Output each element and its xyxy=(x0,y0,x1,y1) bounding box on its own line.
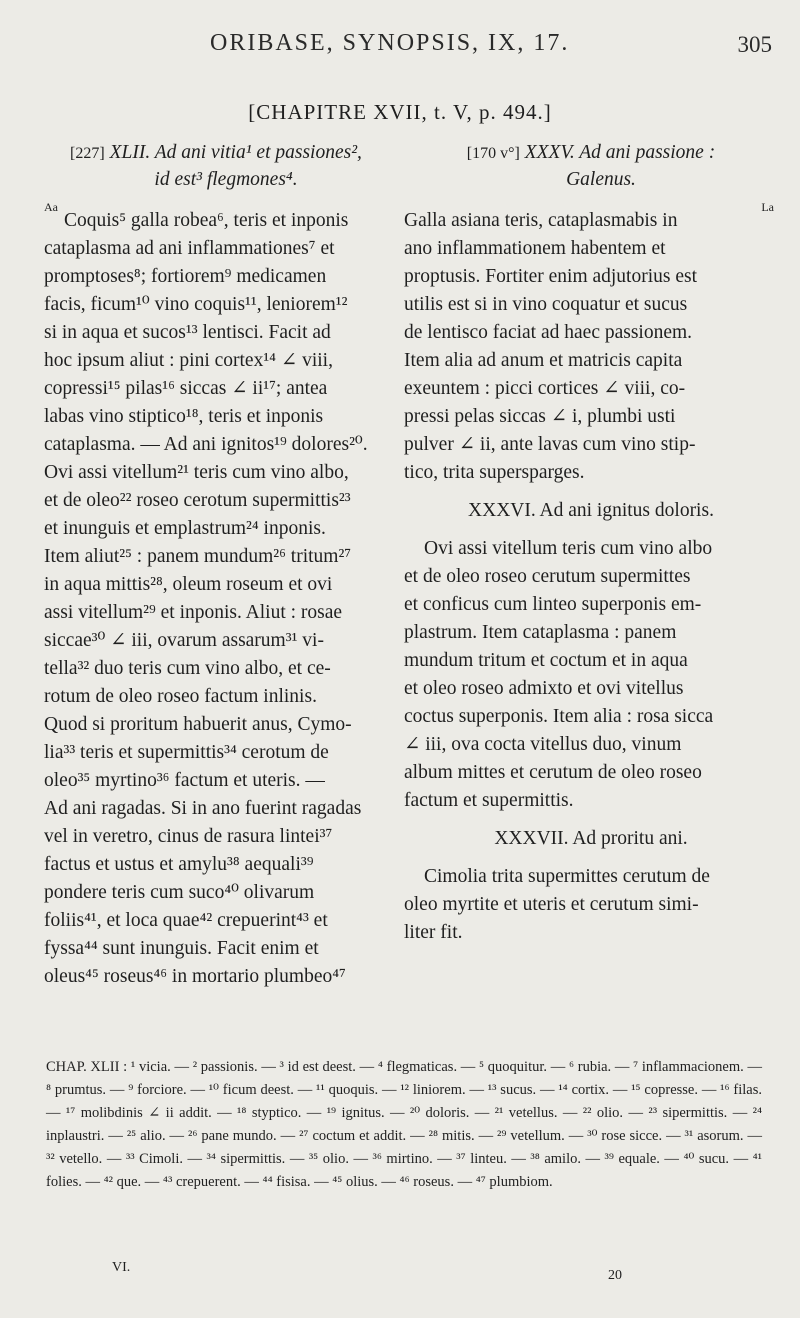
text-line: Cimolia trita supermittes cerutum de xyxy=(424,866,710,887)
text-line: labas vino stiptico¹⁸, teris et inponis xyxy=(44,406,324,427)
text-line: siccae³⁰ ∠ iii, ovarum assarum³¹ vi- xyxy=(44,630,324,651)
text-line: fyssa⁴⁴ sunt inunguis. Facit enim et xyxy=(44,938,319,959)
chapter-reference: [CHAPITRE XVII, t. V, p. 494.] xyxy=(248,100,552,124)
left-body xyxy=(44,207,388,991)
text-line: rotum de oleo roseo factum inlinis. xyxy=(44,686,317,707)
right-heading-line2: Galenus. xyxy=(566,169,636,190)
text-line: ano inflammationem habentem et xyxy=(404,238,666,259)
text-line: vel in veretro, cinus de rasura lintei³⁷ xyxy=(44,826,333,847)
text-line: album mittes et cerutum de oleo roseo xyxy=(404,762,702,783)
text-line: in aqua mittis²⁸, oleum roseum et ovi xyxy=(44,574,333,595)
text-line: lia³³ teris et supermittis³⁴ cerotum de xyxy=(44,742,329,763)
running-title: ORIBASE, SYNOPSIS, IX, 17. xyxy=(210,30,570,56)
section-37-heading: XXXVII. Ad proritu ani. xyxy=(494,828,688,849)
text-line: Ovi assi vitellum teris cum vino albo xyxy=(424,538,713,559)
text-line: tella³² duo teris cum vino albo, et ce- xyxy=(44,658,331,679)
text-line: plastrum. Item cataplasma : panem xyxy=(404,622,677,643)
text-line: utilis est si in vino coquatur et sucus xyxy=(404,294,688,315)
text-line: Quod si proritum habuerit anus, Cymo- xyxy=(44,714,352,735)
text-line: pulver ∠ ii, ante lavas cum vino stip- xyxy=(404,434,696,455)
text-line: oleo³⁵ myrtino³⁶ factum et uteris. — xyxy=(44,770,325,791)
text-line: et inunguis et emplastrum²⁴ inponis. xyxy=(44,518,326,539)
section-36-heading: XXXVI. Ad ani ignitus doloris. xyxy=(468,500,714,521)
right-folio-marker: [170 v°] xyxy=(466,145,520,162)
left-heading-line1: XLII. Ad ani vitia¹ et passiones², xyxy=(109,142,362,163)
running-head xyxy=(0,28,800,68)
text-line: exeuntem : picci cortices ∠ viii, co- xyxy=(404,378,686,399)
right-section-heading xyxy=(404,140,778,193)
text-line: et de oleo²² roseo cerotum supermittis²³ xyxy=(44,490,351,511)
left-side-letters: Aa xyxy=(44,200,58,214)
text-line: cataplasma. — Ad ani ignitos¹⁹ dolores²⁰. xyxy=(44,434,368,455)
text-line: factus et ustus et amylu³⁸ aequali³⁹ xyxy=(44,854,314,875)
text-line: Ad ani ragadas. Si in ano fuerint ragadas xyxy=(44,798,362,819)
text-line: pressi pelas siccas ∠ i, plumbi usti xyxy=(404,406,676,427)
text-line: oleus⁴⁵ roseus⁴⁶ in mortario plumbeo⁴⁷ xyxy=(44,966,346,987)
text-line: mundum tritum et coctum et in aqua xyxy=(404,650,688,671)
right-column xyxy=(404,140,778,947)
text-line: et conficus cum linteo superponis em- xyxy=(404,594,702,615)
left-folio-marker: [227] xyxy=(70,145,105,162)
signature-mark-right: 20 xyxy=(608,1268,622,1283)
text-line: de lentisco faciat ad haec passionem. xyxy=(404,322,693,343)
right-heading-line1: XXXV. Ad ani passione : xyxy=(524,142,716,163)
left-column xyxy=(44,140,388,991)
page-number: 305 xyxy=(737,32,772,57)
text-line: ∠ iii, ova cocta vitellus duo, vinum xyxy=(404,734,682,755)
right-body-37 xyxy=(404,863,778,947)
text-line: Ovi assi vitellum²¹ teris cum vino albo, xyxy=(44,462,349,483)
text-line: assi vitellum²⁹ et inponis. Aliut : rosae xyxy=(44,602,343,623)
text-line: Item aliut²⁵ : panem mundum²⁶ tritum²⁷ xyxy=(44,546,352,567)
text-line: Coquis⁵ galla robea⁶, teris et inponis xyxy=(64,210,349,231)
signature-mark-left: VI. xyxy=(112,1260,131,1275)
left-heading-line2: id est³ flegmones⁴. xyxy=(154,169,298,190)
right-body-35 xyxy=(404,207,778,487)
text-line: facis, ficum¹⁰ vino coquis¹¹, leniorem¹² xyxy=(44,294,348,315)
text-line: et oleo roseo admixto et ovi vitellus xyxy=(404,678,684,699)
text-line: Galla asiana teris, cataplasmabis in xyxy=(404,210,678,231)
right-side-letters: La xyxy=(761,200,774,214)
text-line: proptusis. Fortiter enim adjutorius est xyxy=(404,266,698,287)
footnotes: CHAP. XLII : ¹ vicia. — ² passionis. — ³ id est deest. — ⁴ flegmaticas. — ⁵ quoquitur. — ⁶ rubia. — ⁷ inflammacionem. — ⁸ prumtus. — ⁹ forciore. — ¹⁰ ficum deest. — ¹¹ quoquis. — ¹² liniorem. — ¹³ sucus. — ¹⁴ cortix. — ¹⁵ copresse. — ¹⁶ filas. — ¹⁷ molibdinis ∠ ii addit. — ¹⁸ styptico. — ¹⁹ ignitus. — ²⁰ doloris. — ²¹ vetellus. — ²² olio. — ²³ sipermittis. — ²⁴ inplaustri. — ²⁵ alio. — ²⁶ pane mundo. — ²⁷ coctum et addit. — ²⁸ mitis. — ²⁹ vetellum. — ³⁰ rose sicce. — ³¹ asorum. — ³² vetello. — ³³ Cimoli. — ³⁴ sipermittis. — ³⁵ olio. — ³⁶ mirtino. — ³⁷ linteu. — ³⁸ amilo. — ³⁹ equale. — ⁴⁰ sucu. — ⁴¹ folies. — ⁴² que. — ⁴³ crepuerent. — ⁴⁴ fisisa. — ⁴⁵ olius. — ⁴⁶ roseus. — ⁴⁷ plumbiom. xyxy=(46,1059,762,1190)
text-line: coctus superponis. Item alia : rosa sicca xyxy=(404,706,714,727)
right-body-36 xyxy=(404,535,778,815)
text-line: hoc ipsum aliut : pini cortex¹⁴ ∠ viii, xyxy=(44,350,333,371)
text-line: factum et supermittis. xyxy=(404,790,574,811)
text-line: foliis⁴¹, et loca quae⁴² crepuerint⁴³ et xyxy=(44,910,328,931)
text-line: oleo myrtite et uteris et cerutum simi- xyxy=(404,894,699,915)
text-line: Item alia ad anum et matricis capita xyxy=(404,350,683,371)
text-line: cataplasma ad ani inflammationes⁷ et xyxy=(44,238,335,259)
text-line: liter fit. xyxy=(404,922,463,943)
text-line: si in aqua et sucos¹³ lentisci. Facit ad xyxy=(44,322,331,343)
text-line: pondere teris cum suco⁴⁰ olivarum xyxy=(44,882,315,903)
text-line: tico, trita supersparges. xyxy=(404,462,585,483)
left-section-heading xyxy=(44,140,388,193)
text-line: et de oleo roseo cerutum supermittes xyxy=(404,566,691,587)
text-line: copressi¹⁵ pilas¹⁶ siccas ∠ ii¹⁷; antea xyxy=(44,378,328,399)
text-line: promptoses⁸; fortiorem⁹ medicamen xyxy=(44,266,327,287)
